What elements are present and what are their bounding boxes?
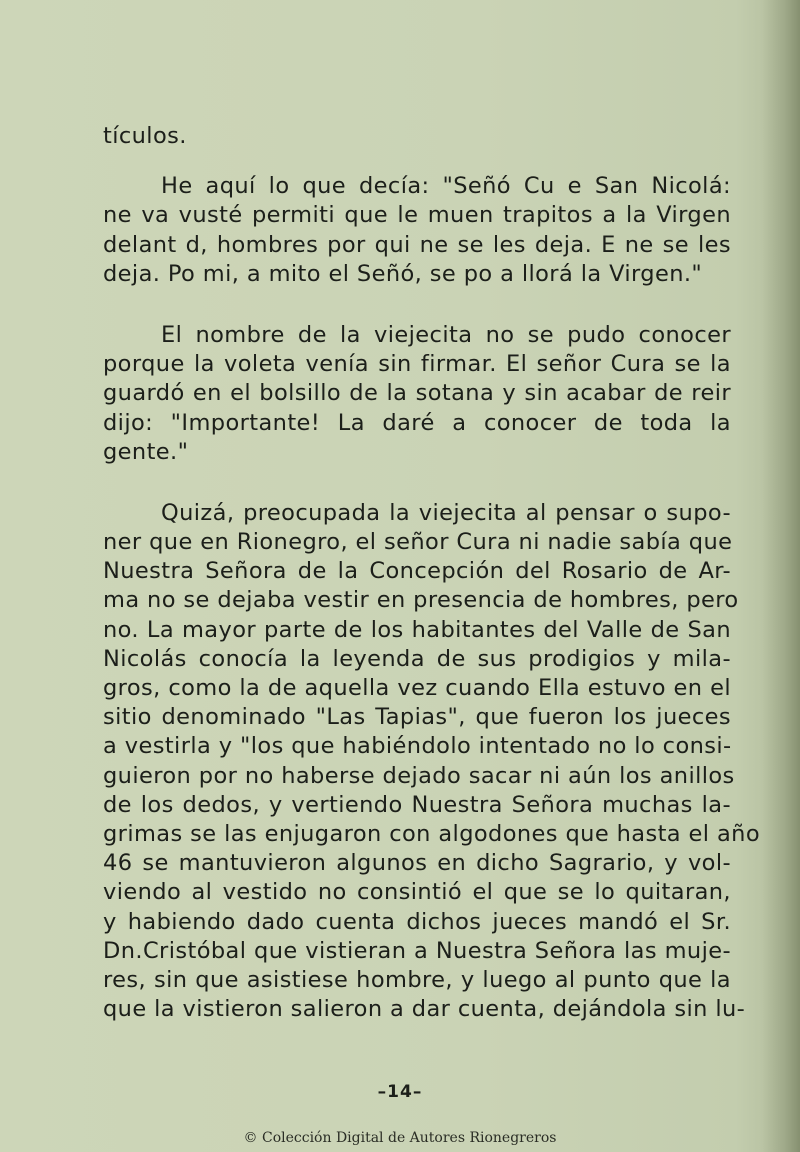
text-line: a vestirla y "los que habiéndolo intentado no lo consi- <box>103 733 732 760</box>
text-line: guardó en el bolsillo de la sotana y sin acabar de reir <box>103 380 731 407</box>
text-line: grimas se las enjugaron con algodones que hasta el año <box>103 820 761 847</box>
text-line: no. La mayor parte de los habitantes del Valle de San <box>103 616 731 643</box>
text-line: Nicolás conocía la leyenda de sus prodigios y mila- <box>103 645 731 672</box>
paragraph-gap <box>103 467 731 499</box>
page-edge-shadow <box>762 0 800 1152</box>
body-text <box>103 122 761 1024</box>
text-line: ne va vusté permiti que le muen trapitos a la Virgen <box>103 202 731 229</box>
text-line: He aquí lo que decía: "Señó Cu e San Nicolá: <box>161 173 731 200</box>
text-line: delant d, hombres por qui ne se les deja. E ne se les <box>103 231 731 258</box>
text-line: que la vistieron salieron a dar cuenta, dejándola sin lu- <box>103 996 746 1023</box>
text-line: ner que en Rionegro, el señor Cura ni nadie sabía que <box>103 529 733 556</box>
text-line: porque la voleta venía sin firmar. El señor Cura se la <box>103 351 731 378</box>
text-line: de los dedos, y vertiendo Nuestra Señora muchas la- <box>103 791 731 818</box>
text-line: Dn.Cristóbal que vistieran a Nuestra Señora las muje- <box>103 937 731 964</box>
text-line: ma no se dejaba vestir en presencia de hombres, pero <box>103 587 739 614</box>
text-line: tículos. <box>103 123 187 149</box>
paragraph-4 <box>103 499 761 1024</box>
text-line: y habiendo dado cuenta dichos jueces mandó el Sr. <box>103 908 731 935</box>
paragraph-gap <box>103 151 731 172</box>
paragraph-1 <box>103 122 731 151</box>
paragraph-2 <box>103 172 731 289</box>
text-line: El nombre de la viejecita no se pudo conocer <box>161 321 731 348</box>
text-line: guieron por no haberse dejado sacar ni aún los anillos <box>103 762 735 789</box>
text-line: gente." <box>103 438 189 465</box>
text-line: 46 se mantuvieron algunos en dicho Sagrario, y vol- <box>103 850 731 877</box>
text-line: sitio denominado "Las Tapias", que fueron los jueces <box>103 704 731 731</box>
page-number: –14– <box>377 1082 423 1102</box>
text-line: viendo al vestido no consintió el que se lo quitaran, <box>103 879 731 906</box>
text-line: res, sin que asistiese hombre, y luego al punto que la <box>103 966 731 993</box>
text-line: Quizá, preocupada la viejecita al pensar o supo- <box>161 499 731 526</box>
paragraph-gap <box>103 289 731 321</box>
text-line: deja. Po mi, a mito el Señó, se po a llorá la Virgen." <box>103 260 703 287</box>
text-line: Nuestra Señora de la Concepción del Rosario de Ar- <box>103 558 731 585</box>
text-line: gros, como la de aquella vez cuando Ella estuvo en el <box>103 675 731 701</box>
paragraph-3 <box>103 321 731 467</box>
copyright-footer: © Colección Digital de Autores Rionegreros <box>243 1130 557 1146</box>
text-line: dijo: "Importante! La daré a conocer de toda la <box>103 409 731 436</box>
